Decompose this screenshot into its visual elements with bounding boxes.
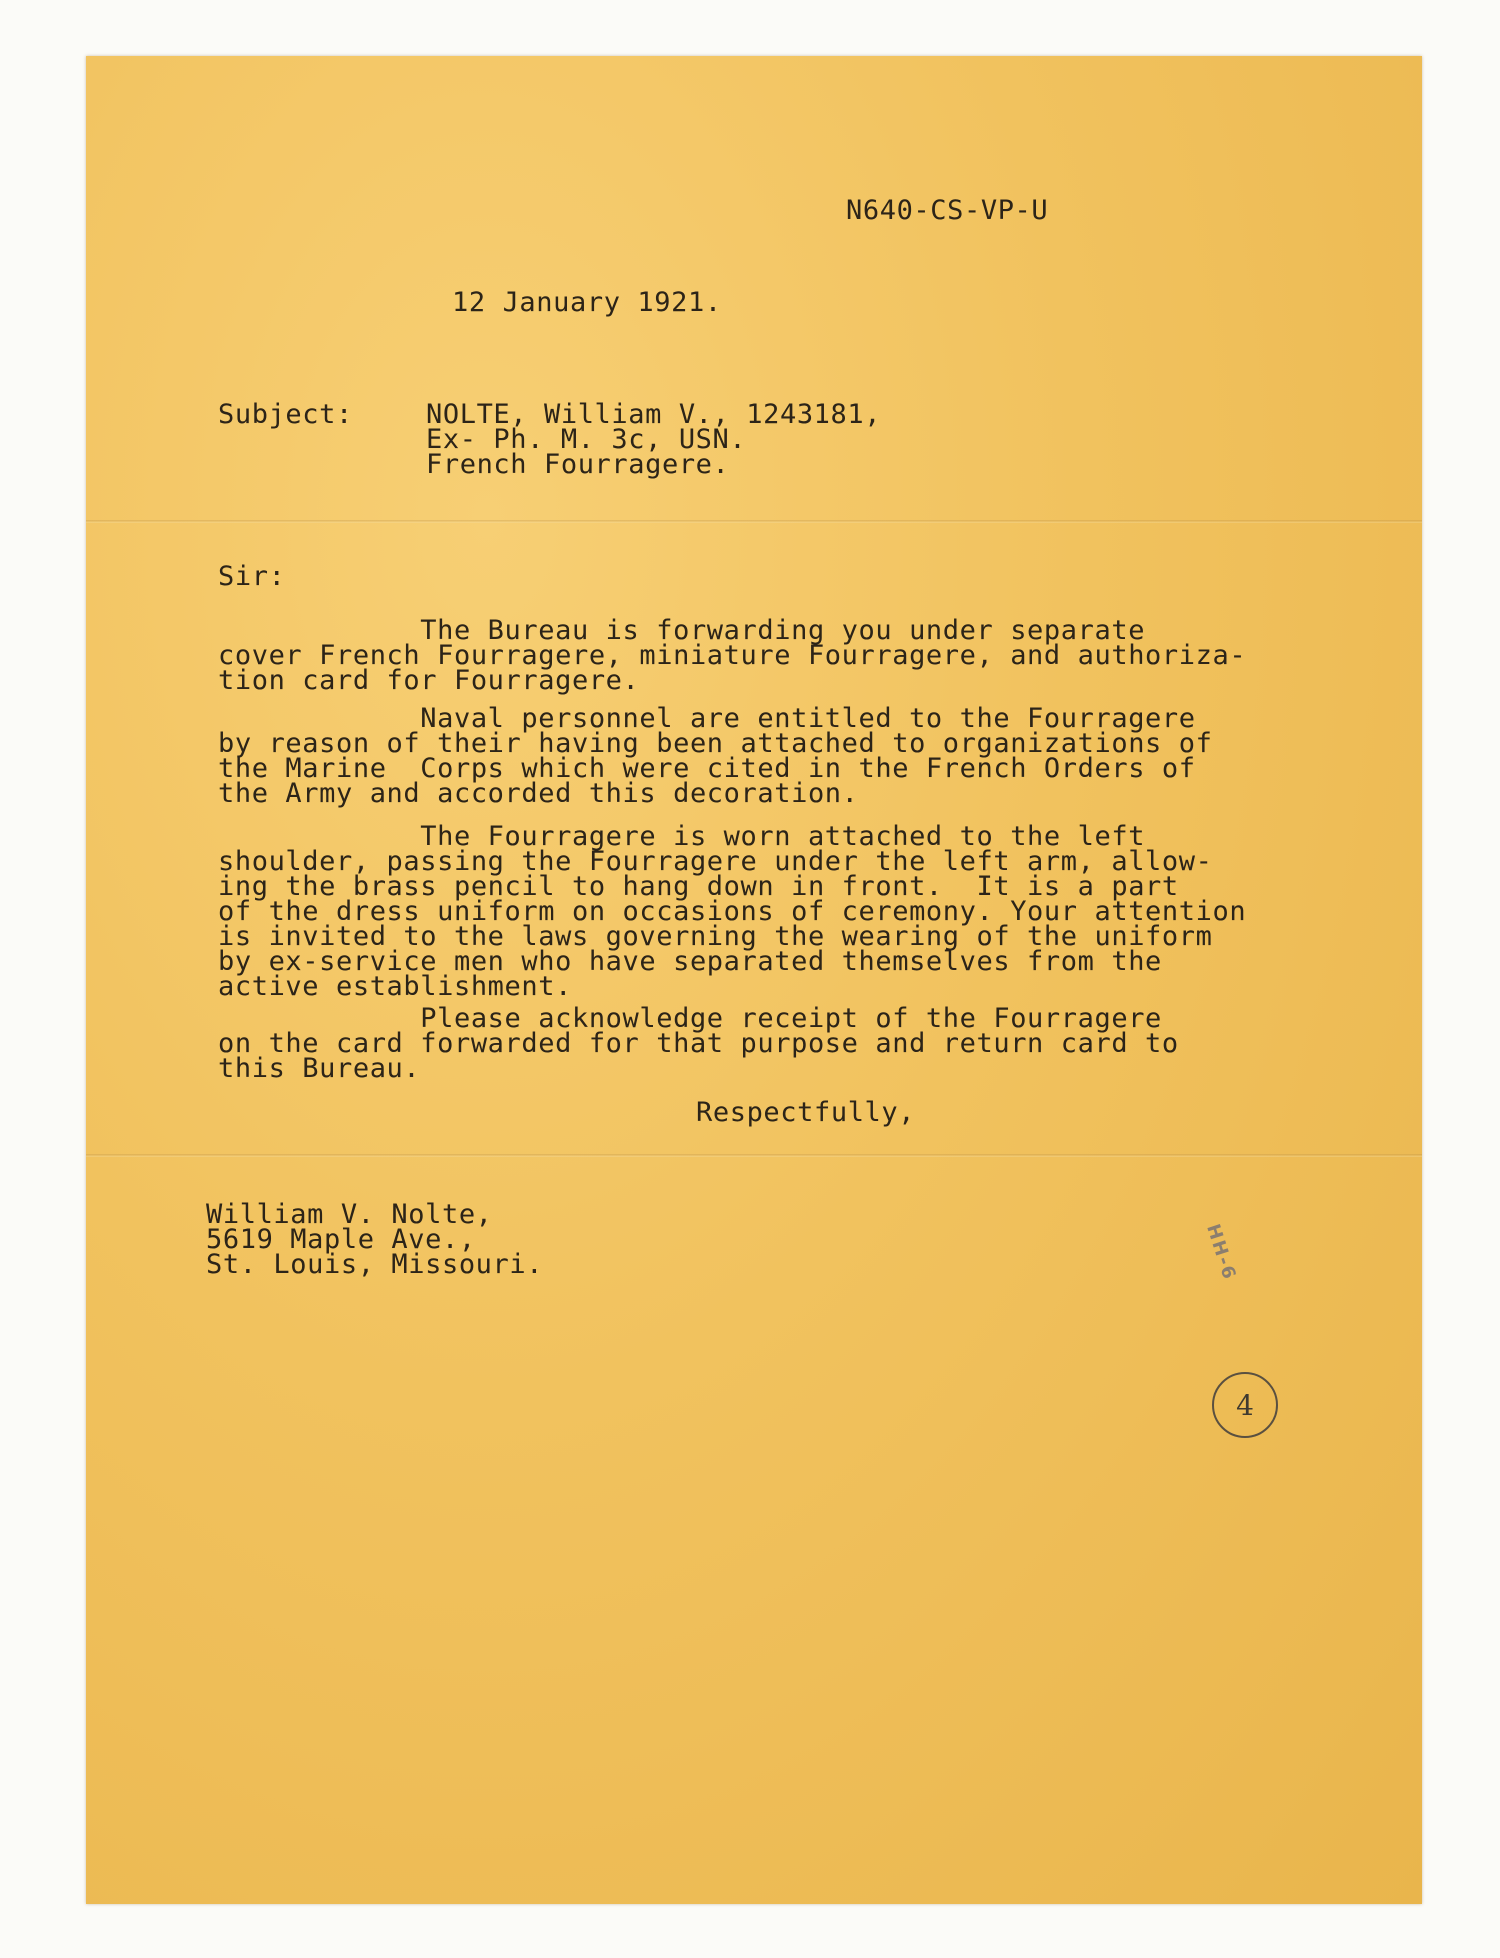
salutation: Sir:	[218, 561, 286, 592]
circled-number: 4	[1236, 1388, 1254, 1422]
letter-date: 12 January 1921.	[452, 287, 722, 318]
fold-crease-upper	[86, 520, 1422, 523]
closing: Respectfully,	[696, 1097, 916, 1128]
address-line: St. Louis, Missouri.	[206, 1249, 544, 1280]
circled-number-mark	[1212, 1372, 1278, 1438]
paragraph-2: Naval personnel are entitled to the Fourragere by reason of their having been attached to organizations of the Marine Corps which were cited in the French Orders of the Army and accorded this decoration.	[218, 703, 1213, 809]
address-line: William V. Nolte,	[206, 1199, 493, 1230]
letter-page	[86, 56, 1422, 1904]
file-number: N640-CS-VP-U	[846, 195, 1049, 226]
fold-crease-lower	[86, 1154, 1422, 1157]
subject-line: NOLTE, William V., 1243181,	[426, 399, 882, 430]
paragraph-3: The Fourragere is worn attached to the left shoulder, passing the Fourragere under the left arm, allow- ing the brass pencil to hang down in front. It is a part of the dress uniform on occasions of ceremony. Your attention is invited to the laws governing the wearing of the uniform by ex-service men who have separated themselves from the active establishment.	[218, 821, 1247, 1002]
subject-label: Subject:	[218, 399, 353, 430]
subject-line: French Fourragere.	[426, 449, 730, 480]
subject-line: Ex- Ph. M. 3c, USN.	[426, 424, 747, 455]
paragraph-1: The Bureau is forwarding you under separate cover French Fourragere, miniature Fourragere, and authoriza- tion card for Fourragere.	[218, 615, 1247, 696]
paragraph-4: Please acknowledge receipt of the Fourragere on the card forwarded for that purpose and return card to this Bureau.	[218, 1003, 1179, 1084]
address-line: 5619 Maple Ave.,	[206, 1224, 476, 1255]
ink-stamp: HH-6	[1202, 1221, 1241, 1284]
